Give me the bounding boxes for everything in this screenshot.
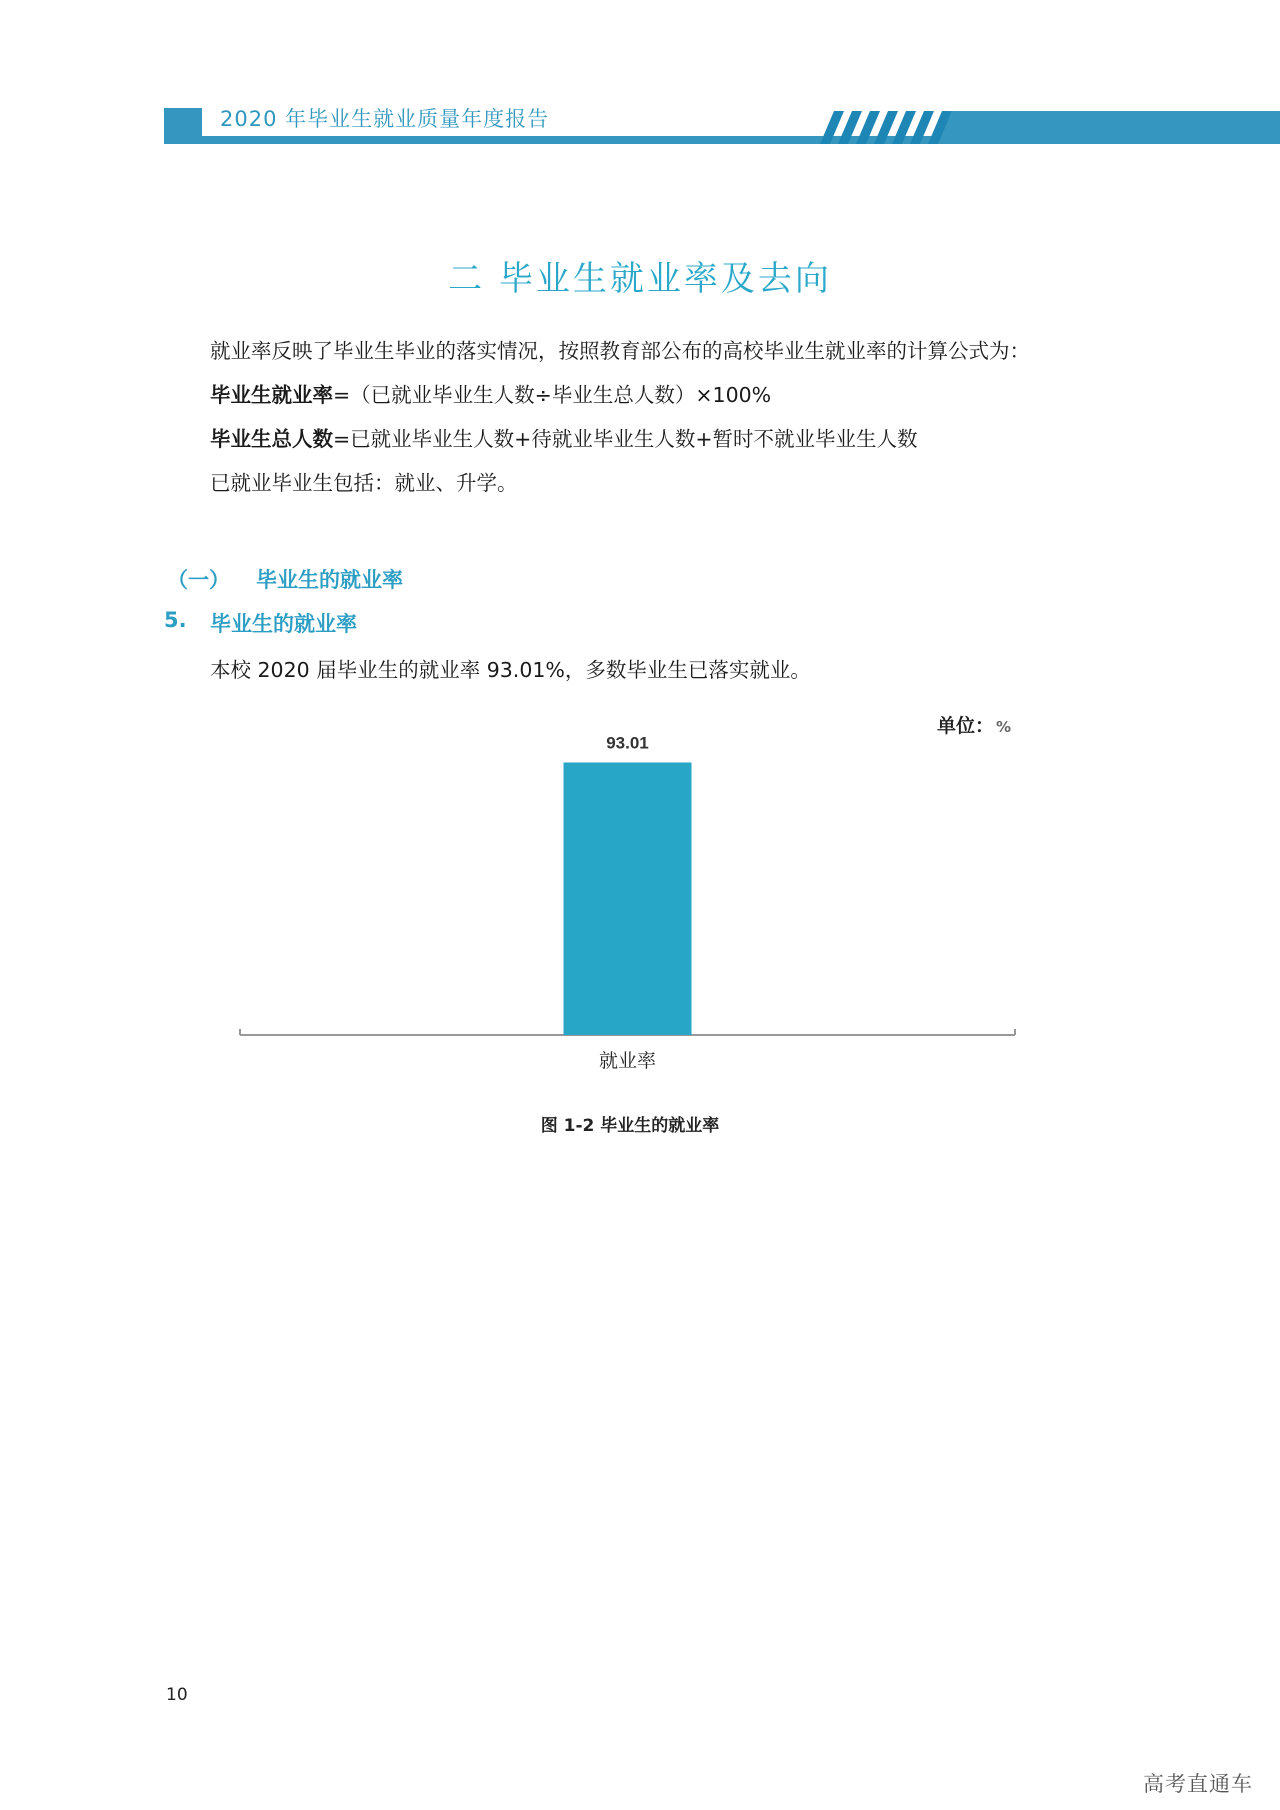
item-number: 5. [164,608,187,632]
unit-label-text: 单位： [937,715,995,737]
unit-value: % [996,718,1012,736]
formula2-label: 毕业生总人数 [210,427,333,451]
category-label-0: 就业率 [598,1050,657,1072]
intro-paragraph: 就业率反映了毕业生毕业的落实情况，按照教育部公布的高校毕业生就业率的计算公式为： [210,339,1030,363]
watermark: 高考直通车 [1143,1772,1253,1796]
bar-0 [564,762,692,1035]
item-title: 毕业生的就业率 [210,612,357,636]
subsection-title: 毕业生的就业率 [256,568,403,592]
page-number: 10 [166,1685,188,1705]
header-right-band [937,111,1280,144]
header-title: 2020 年毕业生就业质量年度报告 [220,107,550,131]
formula1-label: 毕业生就业率 [210,383,333,407]
formula2-body: =已就业毕业生人数+待就业毕业生人数+暂时不就业毕业生人数 [333,427,918,451]
header-bar [0,0,1280,150]
employment-rate-chart [230,730,1030,1090]
formula1-body: =（已就业毕业生人数÷毕业生总人数）×100% [333,383,772,407]
formula-total-graduates [210,422,918,452]
item-text: 本校 2020 届毕业生的就业率 93.01%，多数毕业生已落实就业。 [210,658,811,682]
data-label-0: 93.01 [606,733,649,753]
subsection-label: （一） [167,568,230,592]
figure-caption: 图 1-2 毕业生的就业率 [540,1116,720,1136]
employed-includes: 已就业毕业生包括：就业、升学。 [210,471,518,495]
formula-employment-rate [210,378,771,408]
section-title: 二 毕业生就业率及去向 [448,259,832,299]
